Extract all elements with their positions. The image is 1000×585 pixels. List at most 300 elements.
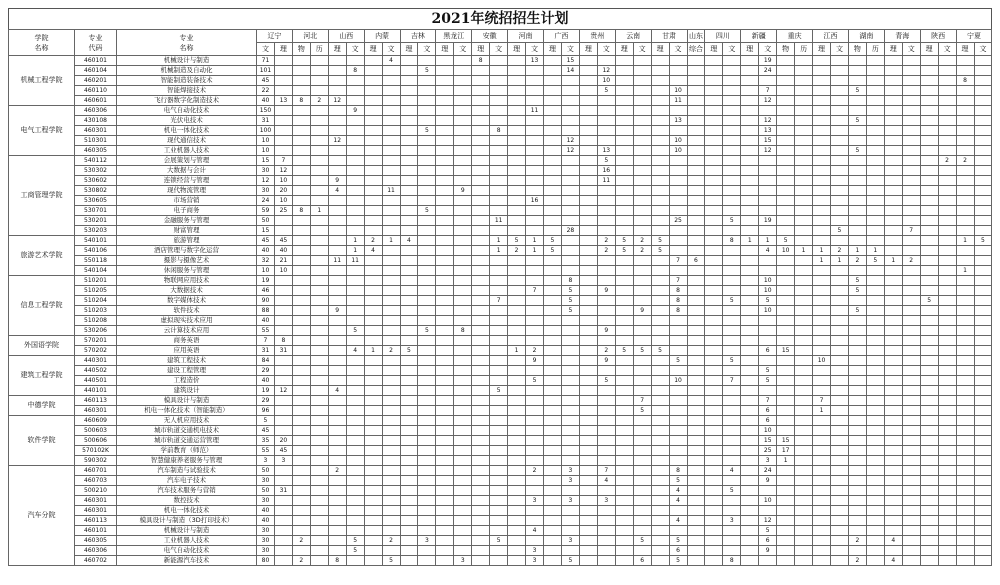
quota-cell	[597, 436, 615, 446]
quota-cell	[759, 106, 777, 116]
quota-cell	[741, 416, 759, 426]
quota-cell	[615, 426, 633, 436]
quota-cell	[436, 166, 454, 176]
subject-header: 历	[866, 43, 884, 56]
quota-cell	[884, 96, 902, 106]
province-header: 安徽	[472, 30, 508, 43]
quota-cell	[705, 126, 723, 136]
quota-cell	[561, 236, 579, 246]
quota-cell	[579, 486, 597, 496]
quota-cell	[795, 216, 813, 226]
quota-cell	[490, 136, 508, 146]
quota-cell	[364, 406, 382, 416]
quota-cell: 1	[382, 236, 400, 246]
quota-cell	[741, 86, 759, 96]
quota-cell	[436, 116, 454, 126]
quota-cell: 8	[561, 276, 579, 286]
quota-cell	[490, 486, 508, 496]
quota-cell	[490, 446, 508, 456]
quota-cell	[508, 496, 526, 506]
quota-cell: 10	[257, 136, 275, 146]
quota-cell	[436, 446, 454, 456]
quota-cell	[956, 446, 974, 456]
quota-cell	[597, 216, 615, 226]
major-code: 540112	[75, 156, 117, 166]
quota-cell	[436, 306, 454, 316]
quota-cell	[418, 476, 436, 486]
quota-cell	[508, 196, 526, 206]
quota-cell	[400, 436, 418, 446]
quota-cell	[508, 146, 526, 156]
quota-cell	[400, 416, 418, 426]
quota-cell: 2	[956, 156, 974, 166]
major-name: 休闲服务与管理	[117, 266, 257, 276]
quota-cell: 5	[633, 536, 651, 546]
quota-cell	[974, 366, 992, 376]
quota-cell	[292, 296, 310, 306]
quota-cell	[669, 526, 687, 536]
quota-cell	[813, 466, 831, 476]
quota-cell: 7	[274, 156, 292, 166]
province-header: 宁夏	[956, 30, 992, 43]
quota-cell	[579, 216, 597, 226]
quota-cell	[561, 246, 579, 256]
quota-cell	[561, 456, 579, 466]
quota-cell	[956, 516, 974, 526]
quota-cell	[831, 286, 849, 296]
province-header: 山东	[687, 30, 705, 43]
quota-cell	[436, 366, 454, 376]
major-code: 540104	[75, 266, 117, 276]
quota-cell	[508, 356, 526, 366]
province-header: 青海	[884, 30, 920, 43]
quota-cell	[795, 316, 813, 326]
quota-cell: 40	[257, 376, 275, 386]
quota-cell	[741, 166, 759, 176]
quota-cell	[526, 156, 544, 166]
quota-cell	[544, 56, 562, 66]
quota-cell	[526, 166, 544, 176]
quota-cell	[651, 326, 669, 336]
major-name: 光伏电技术	[117, 116, 257, 126]
quota-cell	[633, 206, 651, 216]
quota-cell	[741, 466, 759, 476]
quota-cell	[938, 456, 956, 466]
quota-cell	[382, 356, 400, 366]
quota-cell: 5	[848, 306, 866, 316]
quota-cell	[508, 126, 526, 136]
quota-cell	[472, 516, 490, 526]
quota-cell	[741, 536, 759, 546]
quota-cell	[723, 196, 741, 206]
table-row	[9, 476, 992, 486]
quota-cell	[759, 506, 777, 516]
quota-cell: 12	[328, 96, 346, 106]
quota-cell	[418, 416, 436, 426]
quota-cell	[956, 496, 974, 506]
quota-cell	[723, 206, 741, 216]
quota-cell	[328, 226, 346, 236]
quota-cell	[544, 286, 562, 296]
quota-cell	[472, 266, 490, 276]
quota-cell	[346, 556, 364, 566]
quota-cell: 24	[759, 466, 777, 476]
quota-cell	[310, 466, 328, 476]
quota-cell	[813, 266, 831, 276]
quota-cell	[364, 396, 382, 406]
quota-cell	[310, 86, 328, 96]
quota-cell	[364, 436, 382, 446]
quota-cell	[974, 456, 992, 466]
quota-cell	[705, 96, 723, 106]
quota-cell	[866, 116, 884, 126]
quota-cell	[418, 276, 436, 286]
quota-cell	[687, 216, 705, 226]
quota-cell: 5	[561, 286, 579, 296]
quota-cell	[866, 66, 884, 76]
quota-cell	[615, 436, 633, 446]
quota-cell	[418, 156, 436, 166]
quota-cell	[472, 486, 490, 496]
quota-cell	[508, 536, 526, 546]
subject-header: 理	[813, 43, 831, 56]
quota-cell	[382, 336, 400, 346]
quota-cell: 13	[597, 146, 615, 156]
quota-cell	[615, 106, 633, 116]
quota-cell: 5	[508, 236, 526, 246]
quota-cell	[956, 456, 974, 466]
quota-cell	[597, 296, 615, 306]
quota-cell: 30	[257, 496, 275, 506]
quota-cell: 11	[669, 96, 687, 106]
quota-cell	[561, 486, 579, 496]
quota-cell: 6	[759, 536, 777, 546]
quota-cell	[705, 436, 723, 446]
quota-cell	[328, 126, 346, 136]
quota-cell	[902, 246, 920, 256]
quota-cell	[687, 56, 705, 66]
quota-cell	[544, 196, 562, 206]
quota-cell	[472, 416, 490, 426]
quota-cell	[454, 536, 472, 546]
quota-cell	[687, 276, 705, 286]
quota-cell	[436, 276, 454, 286]
quota-cell: 40	[274, 246, 292, 256]
quota-cell	[741, 276, 759, 286]
quota-cell	[705, 336, 723, 346]
quota-cell	[884, 216, 902, 226]
quota-cell	[866, 536, 884, 546]
quota-cell	[400, 386, 418, 396]
major-code: 530203	[75, 226, 117, 236]
quota-cell: 11	[382, 186, 400, 196]
quota-cell	[418, 86, 436, 96]
quota-cell	[795, 306, 813, 316]
quota-cell	[848, 406, 866, 416]
quota-cell: 45	[257, 426, 275, 436]
quota-cell	[346, 496, 364, 506]
quota-cell	[472, 206, 490, 216]
quota-cell	[400, 326, 418, 336]
quota-cell	[328, 296, 346, 306]
subject-header: 文	[454, 43, 472, 56]
quota-cell	[382, 246, 400, 256]
quota-cell	[292, 346, 310, 356]
quota-cell	[902, 336, 920, 346]
quota-cell	[472, 156, 490, 166]
quota-cell	[651, 336, 669, 346]
quota-cell: 50	[257, 216, 275, 226]
quota-cell: 5	[848, 86, 866, 96]
quota-cell	[777, 276, 795, 286]
quota-cell	[705, 196, 723, 206]
major-name: 电气自动化技术	[117, 106, 257, 116]
quota-cell: 2	[848, 556, 866, 566]
quota-cell	[418, 376, 436, 386]
quota-cell	[741, 496, 759, 506]
quota-cell	[777, 186, 795, 196]
quota-cell: 4	[382, 56, 400, 66]
quota-cell	[651, 456, 669, 466]
quota-cell	[813, 286, 831, 296]
quota-cell	[346, 416, 364, 426]
quota-cell	[436, 546, 454, 556]
quota-cell	[615, 166, 633, 176]
quota-cell	[579, 166, 597, 176]
college-name: 电气工程学院	[9, 106, 75, 156]
major-code: 460301	[75, 406, 117, 416]
quota-cell	[938, 316, 956, 326]
quota-cell	[705, 116, 723, 126]
quota-cell	[561, 86, 579, 96]
quota-cell	[795, 296, 813, 306]
quota-cell	[723, 256, 741, 266]
major-code: 460601	[75, 96, 117, 106]
quota-cell: 12	[759, 516, 777, 526]
quota-cell: 1	[848, 246, 866, 256]
quota-cell	[974, 276, 992, 286]
quota-cell	[687, 376, 705, 386]
quota-cell	[813, 536, 831, 546]
table-row	[9, 526, 992, 536]
quota-cell	[579, 336, 597, 346]
table-row	[9, 176, 992, 186]
province-header: 河北	[292, 30, 328, 43]
quota-cell	[472, 476, 490, 486]
quota-cell	[974, 316, 992, 326]
quota-cell	[579, 386, 597, 396]
major-name: 虚拟现实技术应用	[117, 316, 257, 326]
quota-cell: 2	[292, 556, 310, 566]
quota-cell	[364, 376, 382, 386]
quota-cell	[831, 376, 849, 386]
quota-cell	[831, 146, 849, 156]
major-name: 智能制造装备技术	[117, 76, 257, 86]
quota-cell	[400, 376, 418, 386]
quota-cell: 4	[759, 246, 777, 256]
quota-cell	[364, 216, 382, 226]
quota-cell	[418, 216, 436, 226]
major-code: 510201	[75, 276, 117, 286]
quota-cell	[956, 66, 974, 76]
quota-cell	[292, 286, 310, 296]
quota-cell	[795, 196, 813, 206]
quota-cell	[884, 206, 902, 216]
quota-cell	[848, 396, 866, 406]
quota-cell	[436, 316, 454, 326]
quota-cell	[831, 76, 849, 86]
major-code: 460101	[75, 56, 117, 66]
quota-cell	[544, 66, 562, 76]
quota-cell	[544, 296, 562, 306]
quota-cell	[328, 476, 346, 486]
quota-cell	[723, 386, 741, 396]
quota-cell	[920, 426, 938, 436]
quota-cell	[382, 156, 400, 166]
quota-cell	[526, 536, 544, 546]
quota-cell	[454, 86, 472, 96]
quota-cell	[382, 266, 400, 276]
quota-cell	[346, 76, 364, 86]
quota-cell	[669, 346, 687, 356]
quota-cell	[687, 296, 705, 306]
quota-cell: 2	[364, 236, 382, 246]
quota-cell: 5	[723, 356, 741, 366]
province-header: 陕西	[920, 30, 956, 43]
quota-cell	[508, 176, 526, 186]
quota-cell	[544, 516, 562, 526]
quota-cell	[382, 166, 400, 176]
quota-cell	[687, 186, 705, 196]
quota-cell: 29	[257, 396, 275, 406]
quota-cell	[490, 376, 508, 386]
quota-cell	[454, 356, 472, 366]
quota-cell	[615, 76, 633, 86]
quota-cell	[328, 326, 346, 336]
quota-cell	[938, 196, 956, 206]
quota-cell	[866, 336, 884, 346]
quota-cell	[597, 546, 615, 556]
quota-cell	[579, 106, 597, 116]
quota-cell	[490, 166, 508, 176]
quota-cell	[472, 406, 490, 416]
quota-cell	[615, 176, 633, 186]
major-name: 旅游管理	[117, 236, 257, 246]
quota-cell	[741, 136, 759, 146]
subject-header: 文	[902, 43, 920, 56]
quota-cell	[723, 336, 741, 346]
quota-cell	[741, 516, 759, 526]
quota-cell	[490, 56, 508, 66]
quota-cell	[400, 306, 418, 316]
quota-cell	[400, 136, 418, 146]
quota-cell	[705, 136, 723, 146]
quota-cell	[292, 336, 310, 346]
quota-cell	[274, 136, 292, 146]
quota-cell	[490, 526, 508, 536]
quota-cell	[364, 276, 382, 286]
quota-cell	[490, 396, 508, 406]
quota-cell	[382, 546, 400, 556]
quota-cell	[346, 356, 364, 366]
quota-cell	[472, 526, 490, 536]
quota-cell	[436, 296, 454, 306]
quota-cell	[884, 476, 902, 486]
quota-cell	[902, 66, 920, 76]
quota-cell	[813, 476, 831, 486]
quota-cell	[687, 536, 705, 546]
quota-cell	[400, 456, 418, 466]
quota-cell	[436, 426, 454, 436]
quota-cell	[454, 346, 472, 356]
quota-cell	[884, 496, 902, 506]
quota-cell	[436, 506, 454, 516]
quota-cell	[579, 456, 597, 466]
quota-cell	[813, 76, 831, 86]
quota-cell	[884, 176, 902, 186]
quota-cell	[418, 116, 436, 126]
quota-cell	[956, 526, 974, 536]
quota-cell	[615, 546, 633, 556]
quota-cell: 12	[561, 136, 579, 146]
quota-cell	[310, 246, 328, 256]
quota-cell	[382, 196, 400, 206]
quota-cell	[902, 516, 920, 526]
quota-cell	[974, 76, 992, 86]
quota-cell	[920, 556, 938, 566]
quota-cell	[274, 106, 292, 116]
quota-cell	[274, 226, 292, 236]
quota-cell	[274, 406, 292, 416]
quota-cell	[490, 476, 508, 486]
quota-cell	[920, 106, 938, 116]
quota-cell	[831, 496, 849, 506]
major-name: 城市轨道交通机电技术	[117, 426, 257, 436]
quota-cell	[526, 66, 544, 76]
quota-cell	[615, 276, 633, 286]
quota-cell	[651, 136, 669, 146]
quota-cell	[813, 276, 831, 286]
quota-cell	[436, 536, 454, 546]
quota-cell	[705, 236, 723, 246]
quota-cell	[795, 116, 813, 126]
quota-cell	[382, 456, 400, 466]
quota-cell	[813, 546, 831, 556]
quota-cell: 10	[777, 246, 795, 256]
quota-cell	[956, 336, 974, 346]
quota-cell	[490, 96, 508, 106]
quota-cell	[813, 56, 831, 66]
quota-cell	[472, 326, 490, 336]
quota-cell	[956, 186, 974, 196]
quota-cell	[382, 176, 400, 186]
quota-cell: 3	[257, 456, 275, 466]
quota-cell	[848, 516, 866, 526]
subject-header: 文	[382, 43, 400, 56]
quota-cell	[472, 186, 490, 196]
quota-cell	[472, 346, 490, 356]
quota-cell	[454, 56, 472, 66]
quota-cell	[687, 546, 705, 556]
quota-cell	[902, 486, 920, 496]
quota-cell	[687, 76, 705, 86]
quota-cell	[472, 86, 490, 96]
quota-cell	[831, 366, 849, 376]
quota-cell	[651, 516, 669, 526]
quota-cell	[292, 146, 310, 156]
quota-cell: 31	[257, 346, 275, 356]
quota-cell	[615, 116, 633, 126]
